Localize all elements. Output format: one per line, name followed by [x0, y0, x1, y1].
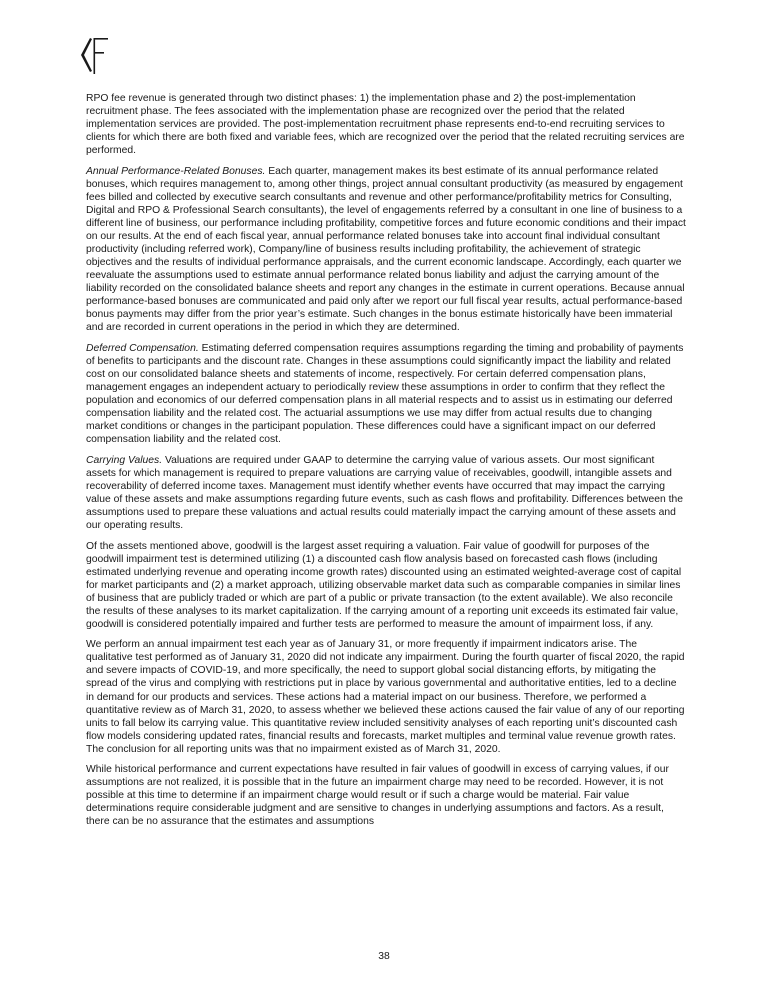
paragraph-deferred-compensation: [86, 342, 686, 446]
paragraph-impairment-test: [86, 638, 686, 755]
paragraph-text: Valuations are required under GAAP to determine the carrying value of various assets. Our most significant assets for which management is required to prepare valuations are carrying value of receivables, goodwill, intangible assets and recoverability of deferred income taxes. Management must identify whether events have occurred that may impact the carrying value of these assets and make assumptions regarding future events, such as cash flows and profitability. Differences between the assumptions used to prepare these valuations and actual results could materially impact the carrying amount of these assets and our operating results.: [86, 454, 684, 531]
paragraph-goodwill-valuation: [86, 540, 686, 631]
paragraph-carrying-values: [86, 454, 686, 532]
page-number: 38: [378, 951, 390, 962]
paragraph-lead: Carrying Values.: [86, 454, 163, 466]
paragraph-text: While historical performance and current expectations have resulted in fair values of goodwill in excess of carrying values, if our assumptions are not realized, it is possible that in the future an impairment charge may need to be recorded. However, it is not possible at this time to determine if an impairment charge would result or if such a charge would be material. Fair value determinations require considerable judgment and are sensitive to changes in underlying assumptions and factors. As a result, there can be no assurance that the estimates and assumptions: [86, 764, 669, 828]
paragraph-text: Estimating deferred compensation requires assumptions regarding the timing and probability of payments of benefits to participants and the discount rate. Changes in these assumptions could significantly impact the liability and related cost on our consolidated balance sheets and statements of income, respectively. For certain deferred compensation plans, management engages an independent actuary to periodically review these assumptions in order to confirm that they reflect the population and economics of our deferred compensation plans in all material respects and to assist us in estimating our deferred compensation liability and the related cost. The actuarial assumptions we use may differ from actual results due to changing market conditions or changes in the participant population. These differences could have a significant impact on our deferred compensation liability and the related cost.: [86, 342, 684, 446]
kf-logo-icon: [80, 36, 110, 76]
paragraph-text: We perform an annual impairment test each year as of January 31, or more frequently if impairment indicators arise. The qualitative test performed as of January 31, 2020 did not indicate any impairment. During the fourth quarter of fiscal 2020, the rapid and severe impacts of COVID-19, and more specifically, the need to support global social distancing efforts, by mitigating the spread of the virus and complying with restrictions put in place by various governmental and authoritative entities, led to a decline in demand for our products and services. These actions had a material impact on our business. Therefore, we performed a quantitative review as of March 31, 2020, to assess whether we believed these actions caused the fair value of any of our reporting units to fall below its carrying value. This quantitative review included sensitivity analyses of each reporting unit’s discounted cash flow models considering updated rates, financial results and forecasts, market multiples and terminal value revenue growth rates. The conclusion for all reporting units was that no impairment existed as of March 31, 2020.: [86, 639, 685, 755]
paragraph-annual-bonuses: [86, 165, 686, 335]
paragraph-lead: Annual Performance-Related Bonuses.: [86, 165, 266, 177]
paragraph-text: Each quarter, management makes its best estimate of its annual performance related bonuses, which requires management to, among other things, project annual consultant productivity (as measured by engagement fees billed and collected by executive search consultants and revenue and other performance/profitability metrics for Consulting, Digital and RPO & Professional Search consultants), the level of engagements referred by a consultant in one line of business to a different line of business, our performance including profitability, competitive forces and future economic conditions and their impact on our results. At the end of each fiscal year, annual performance related bonuses take into account final individual consultant productivity (including referred work), Company/line of business results including profitability, the achievement of strategic objectives and the results of individual performance appraisals, and the current economic landscape. Accordingly, each quarter we reevaluate the assumptions used to estimate annual performance related bonus liability and adjust the carrying amount of the liability recorded on the consolidated balance sheets and report any changes in the estimate in current operations. Because annual performance-based bonuses are communicated and paid only after we report our full fiscal year results, actual performance-based bonus payments may differ from the prior year’s estimate. Such changes in the bonus estimate historically have been immaterial and are recorded in current operations in the period in which they are determined.: [86, 165, 686, 334]
document-body: [86, 92, 686, 836]
paragraph-text: Of the assets mentioned above, goodwill is the largest asset requiring a valuation. Fair value of goodwill for purposes of the goodwill impairment test is determined utilizing (1) a discounted cash flow analysis based on forecasted cash flows (including estimated underlying revenue and operating income growth rates) discounted using an estimated weighted-average cost of capital for market participants and (2) a market approach, utilizing observable market data such as comparable companies in similar lines of business that are publicly traded or which are part of a public or private transaction (to the extent available). We also reconcile the results of these analyses to its market capitalization. If the carrying amount of a reporting unit exceeds its estimated fair value, goodwill is considered potentially impaired and further tests are performed to measure the amount of impairment loss, if any.: [86, 540, 682, 630]
paragraph-rpo-fee-revenue: [86, 92, 686, 157]
kf-monogram-logo: [80, 36, 110, 76]
paragraph-fair-value-risk: [86, 763, 686, 828]
paragraph-lead: Deferred Compensation.: [86, 342, 199, 354]
paragraph-text: RPO fee revenue is generated through two distinct phases: 1) the implementation phase and 2) the post-implementation recruitment phase. The fees associated with the implementation phase are recognized over the period that the related implementation services are provided. The post-implementation recruitment phase represents end-to-end recruiting services to clients for which there are both fixed and variable fees, which are recognized over the period that the related recruiting services are performed.: [86, 93, 685, 157]
